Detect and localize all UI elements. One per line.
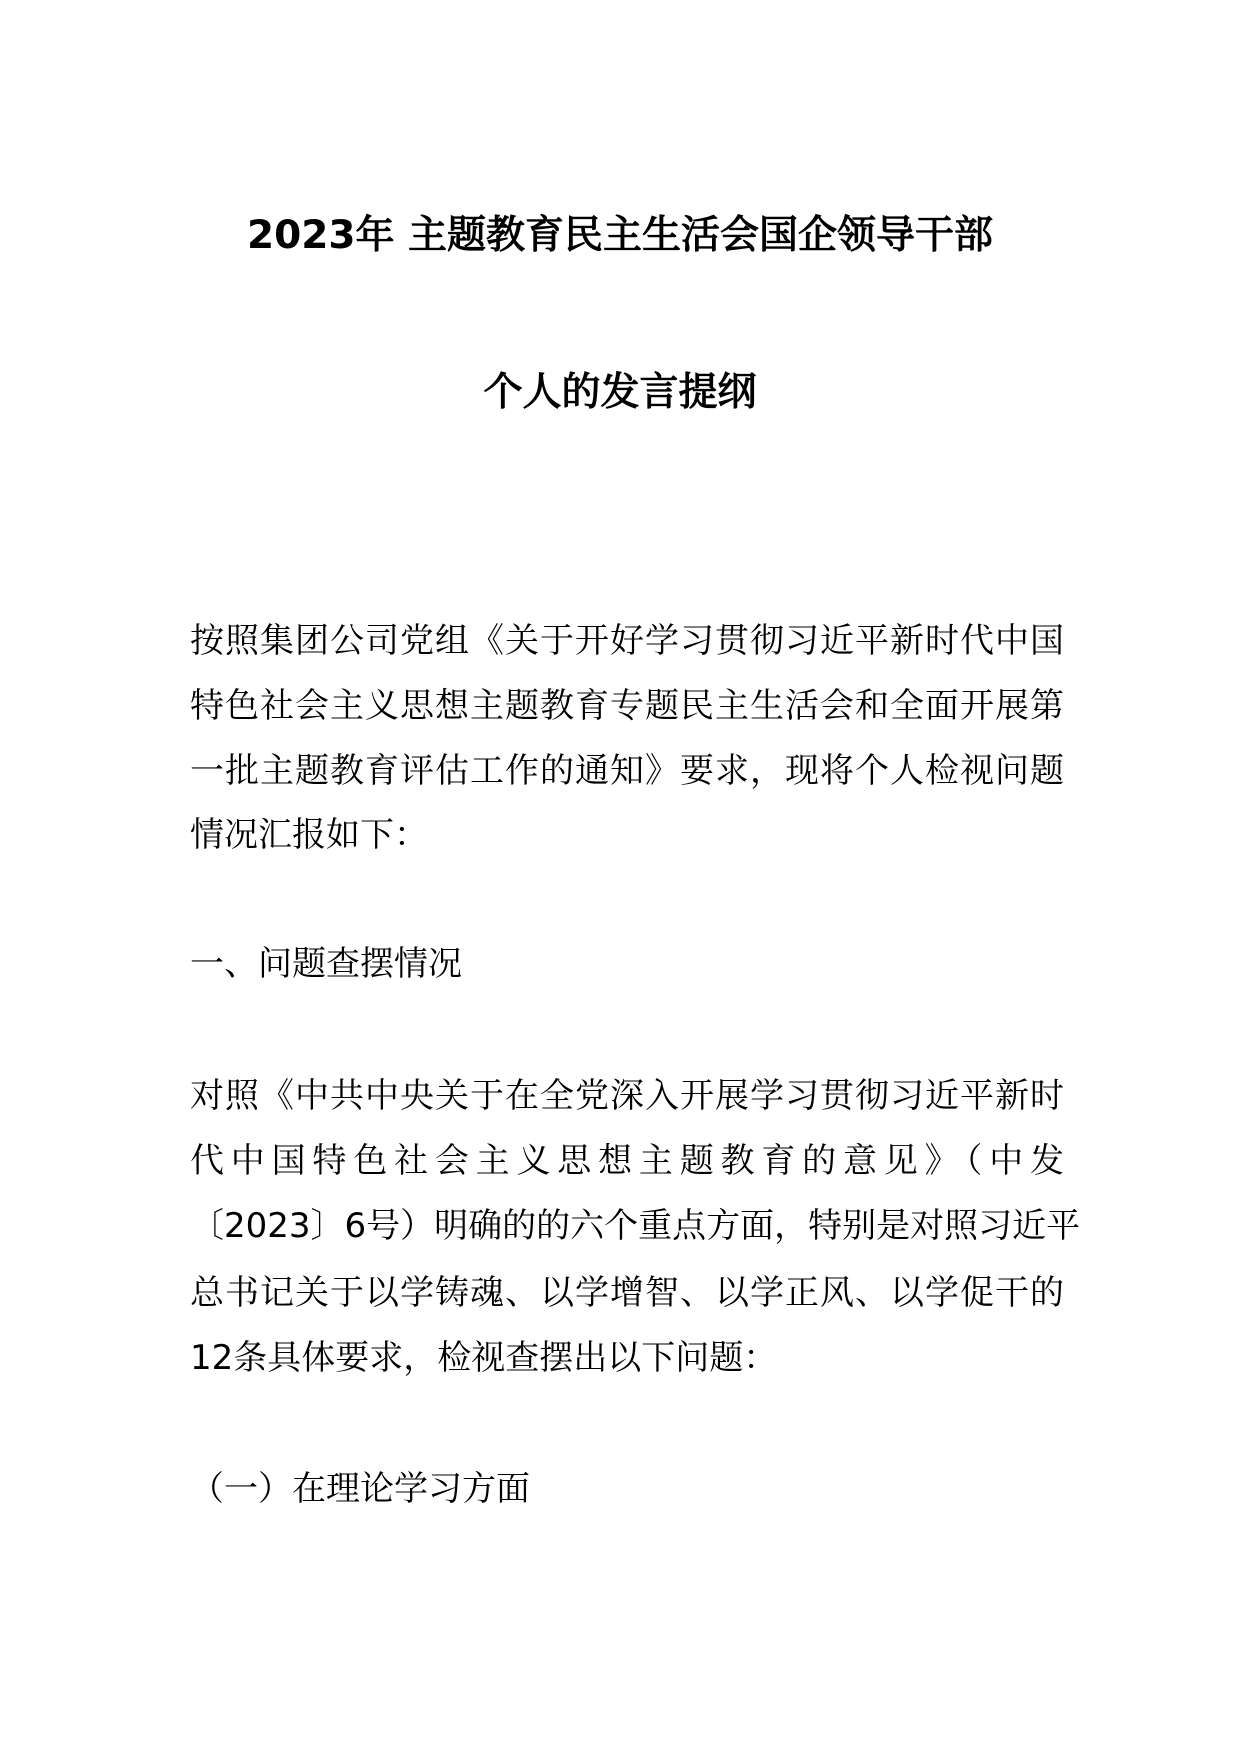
intro-line: 情况汇报如下： [190, 815, 428, 855]
body-line: 对照《中共中央关于在全党深入开展学习贯彻习近平新时 [190, 1076, 1064, 1116]
body-line: 代中国特色社会主义思想主题教育的意见》（中发 [190, 1141, 1064, 1181]
document-title-line-2: 个人的发言提纲 [483, 370, 757, 415]
intro-line: 特色社会主义思想主题教育专题民主生活会和全面开展第 [190, 686, 1064, 726]
section-heading: 一、问题查摆情况 [190, 944, 462, 984]
intro-line: 按照集团公司党组《关于开好学习贯彻习近平新时代中国 [190, 621, 1064, 661]
body-line: 12条具体要求，检视查摆出以下问题： [190, 1338, 778, 1378]
intro-line: 一批主题教育评估工作的通知》要求，现将个人检视问题 [190, 751, 1064, 791]
subsection-heading: （一）在理论学习方面 [190, 1469, 530, 1509]
body-line: 总书记关于以学铸魂、以学增智、以学正风、以学促干的 [190, 1273, 1064, 1313]
body-line: 〔2023〕6号）明确的的六个重点方面，特别是对照习近平 [190, 1206, 1081, 1246]
document-title-line-1: 2023年 主题教育民主生活会国企领导干部 [246, 213, 994, 258]
